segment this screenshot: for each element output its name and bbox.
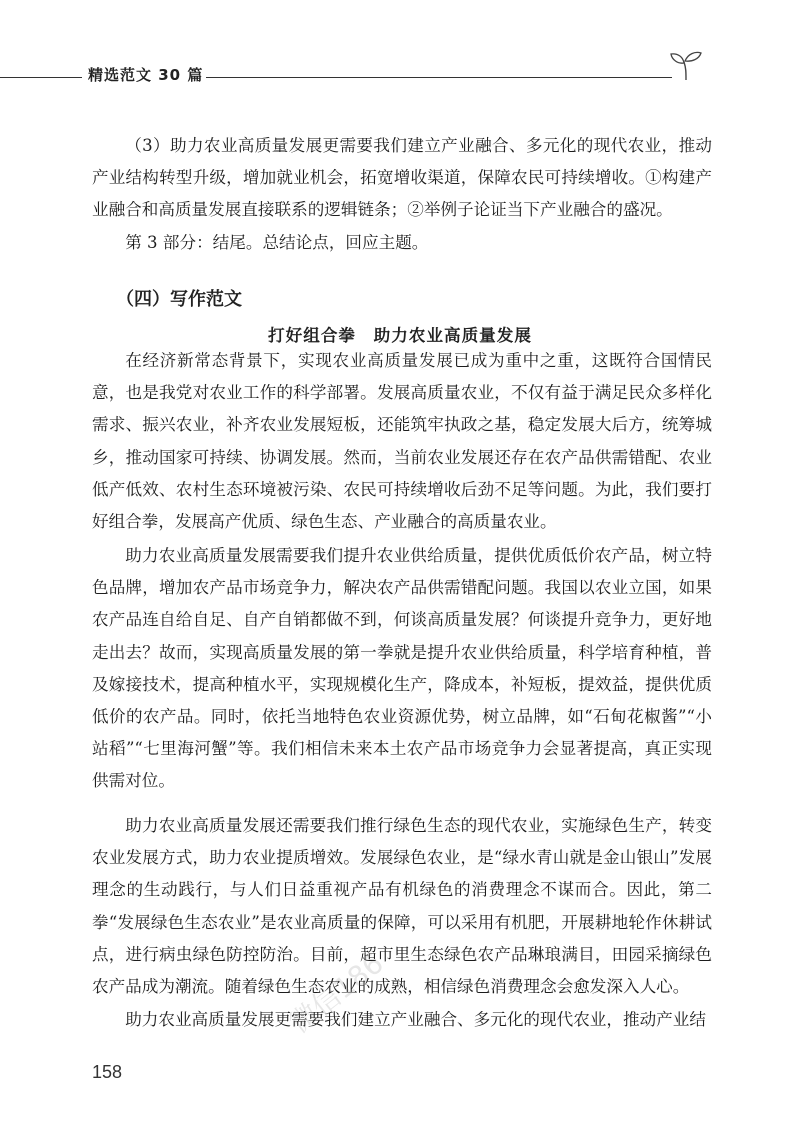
outline-point-3: （3）助力农业高质量发展更需要我们建立产业融合、多元化的现代农业，推动产业结构转型升级，增加就业机会，拓宽增收渠道，保障农民可持续增收。①构建产业融合和高质量发展直接联系的逻辑链条；②举例子论证当下产业融合的盛况。: [92, 136, 712, 220]
essay-paragraph: 助力农业高质量发展还需要我们推行绿色生态的现代农业，实施绿色生产，转变农业发展方式，助力农业提质增效。发展绿色农业，是“绿水青山就是金山银山”发展理念的生动践行，与人们日益重视产品有机绿色的消费理念不谋而合。因此，第二拳“发展绿色生态农业”是农业高质量的保障，可以采用有机肥，开展耕地轮作休耕试点，进行病虫绿色防控防治。目前，超市里生态绿色农产品琳琅满目，田园采摘绿色农产品成为潮流。随着绿色生态农业的成熟，相信绿色消费理念会愈发深入人心。: [92, 816, 712, 997]
running-head-title: 精选范文 30 篇: [88, 66, 204, 84]
section-heading: （四）写作范文: [116, 289, 242, 310]
essay-paragraph: 助力农业高质量发展更需要我们建立产业融合、多元化的现代农业，推动产业结: [125, 1010, 706, 1029]
essay-paragraph: 在经济新常态背景下，实现农业高质量发展已成为重中之重，这既符合国情民意，也是我党对农业工作的科学部署。发展高质量农业，不仅有益于满足民众多样化需求、振兴农业，补齐农业发展短板，还能筑牢执政之基，稳定发展大后方，统筹城乡，推动国家可持续、协调发展。然而，当前农业发展还存在农产品供需错配、农业低产低效、农村生态环境被污染、农民可持续增收后劲不足等问题。为此，我们要打好组合拳，发展高产优质、绿色生态、产业融合的高质量农业。: [92, 351, 712, 532]
page-number: 158: [92, 1062, 123, 1082]
essay-title: 打好组合拳 助力农业高质量发展: [268, 326, 532, 345]
watermark: 微信186: [283, 946, 390, 1040]
outline-part-3: 第 3 部分：结尾。总结论点，回应主题。: [125, 233, 429, 252]
essay-paragraph: 助力农业高质量发展需要我们提升农业供给质量，提供优质低价农产品，树立特色品牌，增加农产品市场竞争力，解决农产品供需错配问题。我国以农业立国，如果农产品连自给自足、自产自销都做不到，何谈高质量发展？何谈提升竞争力，更好地走出去？故而，实现高质量发展的第一拳就是提升农业供给质量，科学培育种植，普及嫁接技术，提高种植水平，实现规模化生产，降成本，补短板，提效益，提供优质低价的农产品。同时，依托当地特色农业资源优势，树立品牌，如“石甸花椒酱”“小站稻”“七里海河蟹”等。我们相信未来本土农产品市场竞争力会显著提高，真正实现供需对位。: [92, 546, 712, 791]
